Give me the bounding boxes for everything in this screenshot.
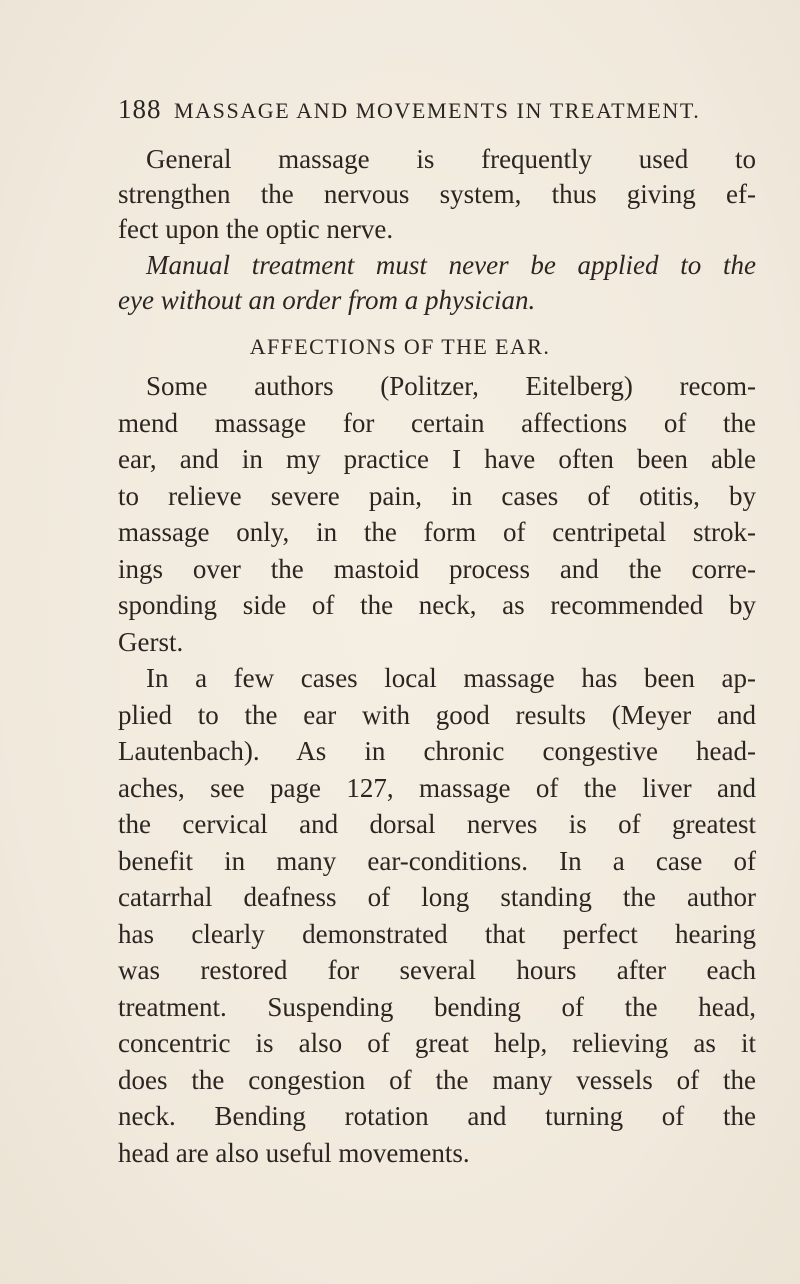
text-line: benefit in many ear-conditions. In a case of bbox=[118, 846, 756, 876]
text-line: neck. Bending rotation and turning of the bbox=[118, 1101, 756, 1131]
text-line: Lautenbach). As in chronic congestive head- bbox=[118, 736, 756, 766]
text-line: mend massage for certain affections of the bbox=[118, 408, 756, 438]
running-header bbox=[118, 94, 758, 130]
text-line: massage only, in the form of centripetal strok- bbox=[118, 517, 756, 547]
text-line: ear, and in my practice I have often been able bbox=[118, 444, 756, 474]
text-line: has clearly demonstrated that perfect hearing bbox=[118, 919, 756, 949]
text-line: General massage is frequently used to bbox=[146, 144, 756, 174]
text-line: ings over the mastoid process and the corre- bbox=[118, 554, 756, 584]
text-line: was restored for several hours after each bbox=[118, 955, 756, 985]
text-line: plied to the ear with good results (Meyer and bbox=[118, 700, 756, 730]
text-line: Some authors (Politzer, Eitelberg) recom- bbox=[146, 371, 756, 401]
text-line: the cervical and dorsal nerves is of greatest bbox=[118, 809, 756, 839]
text-line: head are also useful movements. bbox=[118, 1138, 470, 1168]
text-line: aches, see page 127, massage of the liver and bbox=[118, 773, 756, 803]
text-line: strengthen the nervous system, thus giving ef- bbox=[118, 179, 756, 209]
text-line: treatment. Suspending bending of the head, bbox=[118, 992, 756, 1022]
text-line: does the congestion of the many vessels of the bbox=[118, 1065, 756, 1095]
running-title: MASSAGE AND MOVEMENTS IN TREATMENT. bbox=[174, 98, 701, 123]
italic-text-line: eye without an order from a physician. bbox=[118, 285, 536, 315]
italic-text-line: Manual treatment must never be applied to the bbox=[146, 250, 756, 280]
text-line: sponding side of the neck, as recommended by bbox=[118, 590, 756, 620]
page-number: 188 bbox=[118, 94, 162, 124]
text-line: fect upon the optic nerve. bbox=[118, 214, 394, 244]
text-line: Gerst. bbox=[118, 627, 184, 657]
text-line: In a few cases local massage has been ap- bbox=[146, 663, 756, 693]
text-line: to relieve severe pain, in cases of otitis, by bbox=[118, 481, 756, 511]
text-line: catarrhal deafness of long standing the author bbox=[118, 882, 756, 912]
section-heading: AFFECTIONS OF THE EAR. bbox=[249, 334, 551, 359]
text-line: concentric is also of great help, relieving as it bbox=[118, 1028, 756, 1058]
